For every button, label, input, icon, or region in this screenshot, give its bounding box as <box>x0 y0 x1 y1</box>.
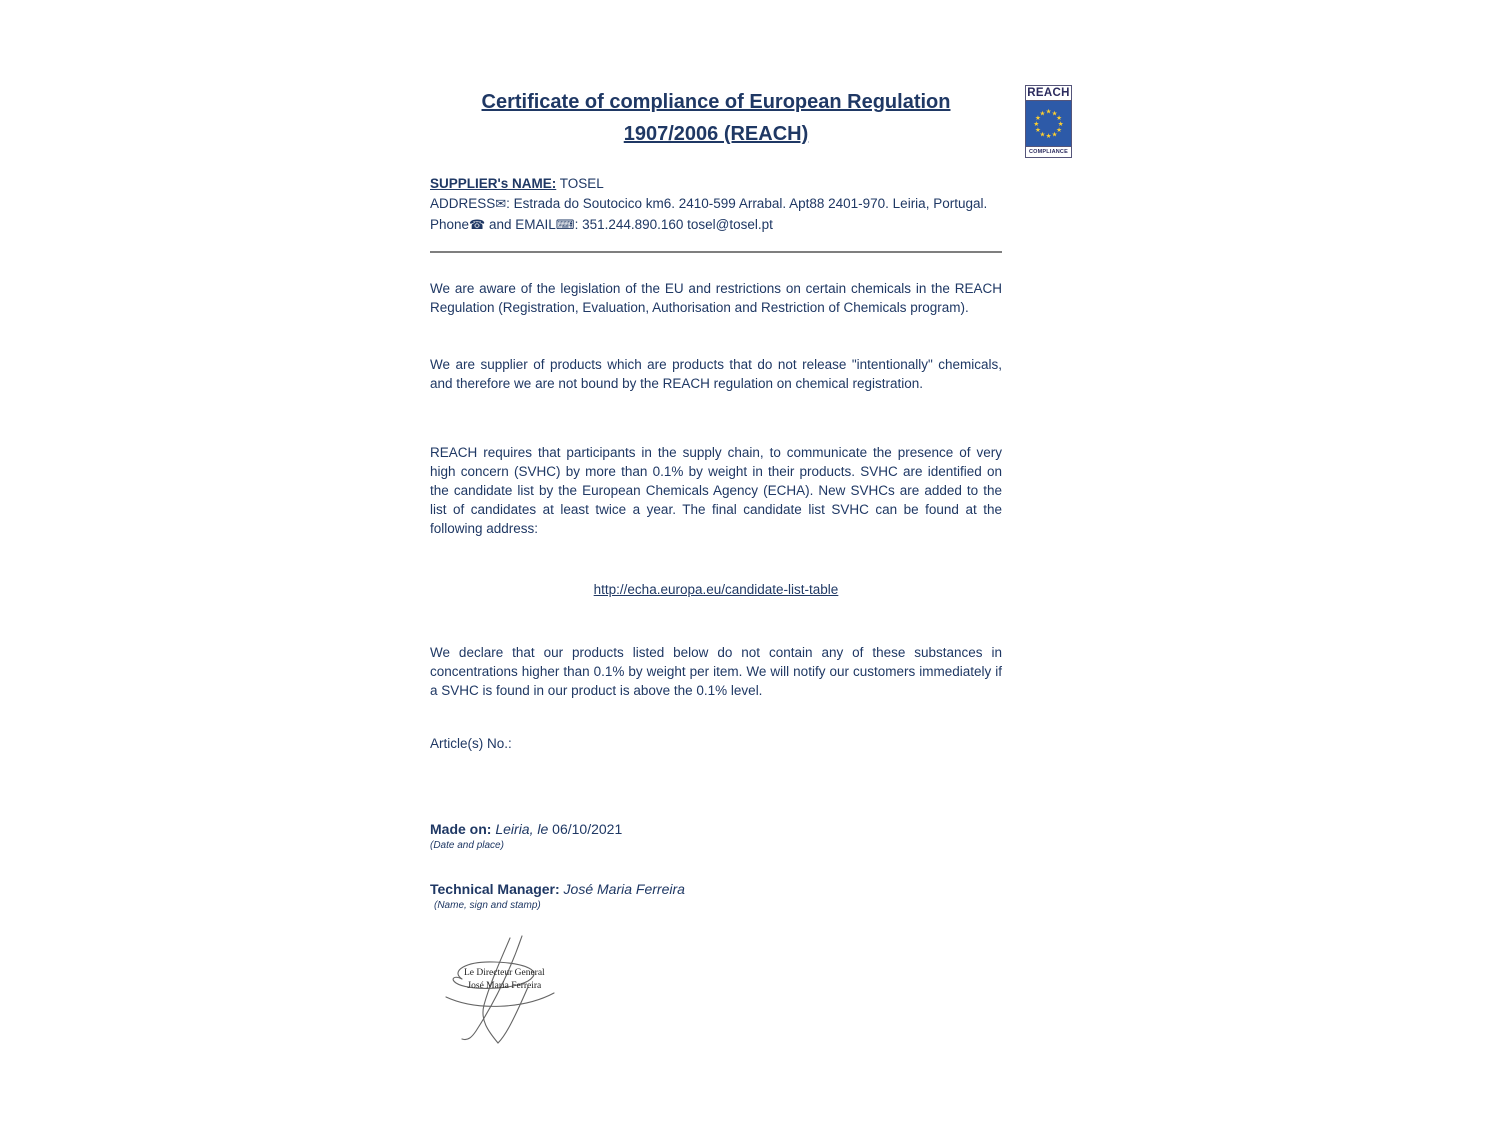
svg-text:★: ★ <box>1033 119 1040 128</box>
technical-manager-note: (Name, sign and stamp) <box>434 899 541 911</box>
supplier-name-label: SUPPLIER's NAME: <box>430 176 557 191</box>
reach-logo-title: REACH <box>1027 87 1070 99</box>
phone-label: Phone <box>430 216 470 232</box>
reach-logo-compliance: COMPLIANCE <box>1026 146 1071 157</box>
signature-block <box>432 935 602 1050</box>
article-number-label: Article(s) No.: <box>430 735 512 751</box>
svg-text:★: ★ <box>1057 119 1064 128</box>
signature-stamp-text <box>464 967 545 993</box>
technical-manager-value: José Maria Ferreira <box>559 880 685 897</box>
paragraph-declaration: We declare that our products listed below do not contain any of these substances in concentrations higher than 0.1% by weight per item. We will notify our customers immediately if a SVHC is found in our product is above the 0.1% level. <box>430 644 1002 698</box>
paragraph-supplier-statement: We are supplier of products which are products that do not release "intentionally" chemicals, and therefore we are not bound by the REACH regulation on chemical registration. <box>430 356 1002 391</box>
page-title-line1: Certificate of compliance of European Regulation <box>481 91 951 113</box>
made-on-note: (Date and place) <box>430 839 504 851</box>
email-label: and EMAIL <box>485 216 556 232</box>
contact-value: : 351.244.890.160 tosel@tosel.pt <box>574 216 773 232</box>
phone-icon: ☎ <box>469 216 486 232</box>
supplier-name-value: TOSEL <box>556 176 604 191</box>
email-icon: ⌨ <box>555 216 575 232</box>
page-title <box>430 86 1002 150</box>
address-label: ADDRESS <box>430 196 496 212</box>
supplier-info <box>430 174 1002 235</box>
reach-compliance-logo <box>1025 85 1072 158</box>
svg-text:★: ★ <box>1045 107 1052 116</box>
svg-text:★: ★ <box>1034 125 1041 134</box>
eu-flag-icon <box>1026 101 1071 146</box>
divider-rule <box>430 251 1002 253</box>
svg-text:★: ★ <box>1039 130 1046 139</box>
page-title-line2: 1907/2006 (REACH) <box>623 123 809 145</box>
svg-text:★: ★ <box>1034 113 1041 122</box>
candidate-list-link-row <box>430 582 1002 597</box>
technical-manager-label: Technical Manager: <box>430 880 560 897</box>
paragraph-reach-awareness: We are aware of the legislation of the EU and restrictions on certain chemicals in the REACH Regulation (Registration, Evaluation, Authorisation and Restriction of Chemicals program). <box>430 280 1002 315</box>
made-on-label: Made on: <box>430 820 492 837</box>
svg-text:★: ★ <box>1056 125 1063 134</box>
svg-text:★: ★ <box>1056 113 1063 122</box>
made-on-row <box>430 821 1002 837</box>
svg-text:★: ★ <box>1039 109 1046 118</box>
svg-text:★: ★ <box>1051 130 1058 139</box>
made-on-date: 06/10/2021 <box>552 820 623 837</box>
paragraph-svhc-requirements: REACH requires that participants in the supply chain, to communicate the presence of very high concern (SVHC) by more than 0.1% by weight in their products. SVHC are identified on the candidate list by the European Chemicals Agency (ECHA). New SVHCs are added to the list of candidates at least twice a year. The final candidate list SVHC can be found at the following address: <box>430 444 1002 536</box>
svg-text:★: ★ <box>1045 132 1052 141</box>
svg-text:★: ★ <box>1051 109 1058 118</box>
document-content <box>430 86 1002 1050</box>
technical-manager-row <box>430 881 1002 897</box>
signature-line2: José Maria Ferreira <box>467 980 542 991</box>
candidate-list-link[interactable]: http://echa.europa.eu/candidate-list-table <box>593 581 839 597</box>
signature-line1: Le Directeur General <box>464 967 545 978</box>
envelope-icon: ✉ <box>495 196 507 212</box>
address-value: : Estrada do Soutocico km6. 2410-599 Arrabal. Apt88 2401-970. Leiria, Portugal. <box>506 196 988 212</box>
made-on-place: Leiria, le <box>491 820 553 837</box>
